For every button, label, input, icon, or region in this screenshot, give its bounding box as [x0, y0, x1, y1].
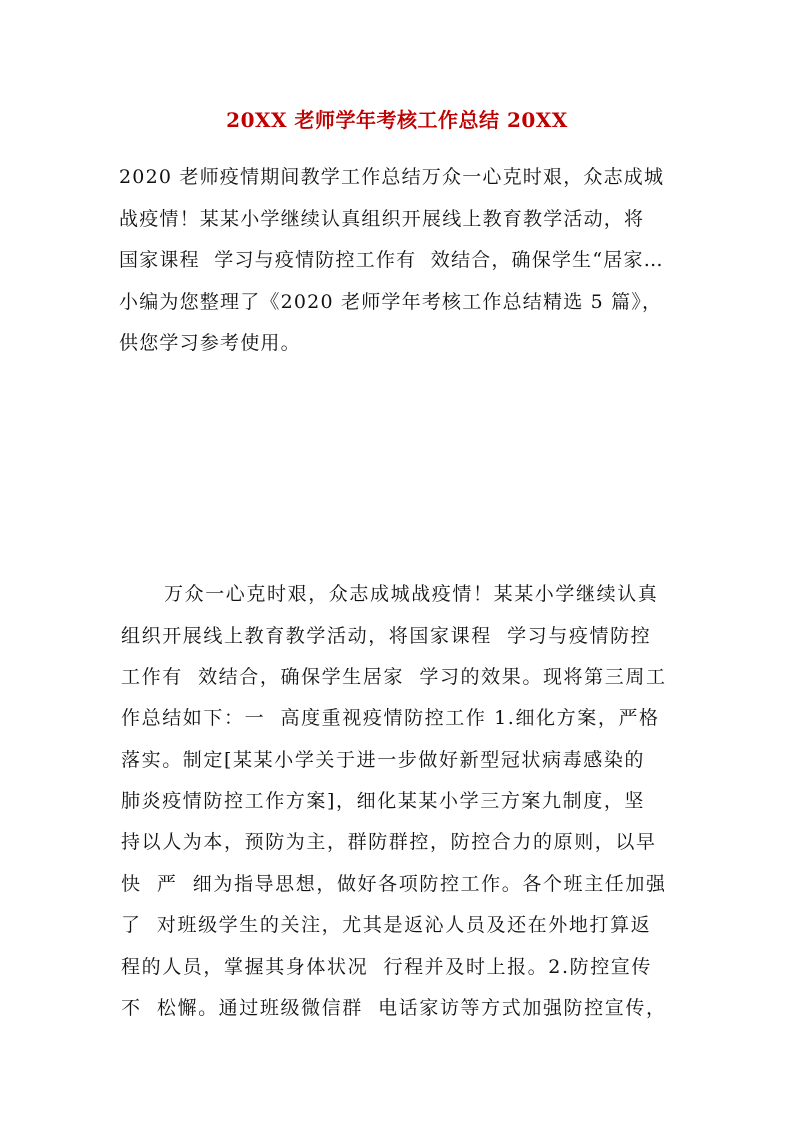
intro-line: 小编为您整理了《2020 老师学年考核工作总结精选 5 篇》，	[119, 291, 663, 313]
document-title: 20XX 老师学年考核工作总结 20XX	[226, 108, 568, 132]
intro-line: 战疫情！某某小学继续认真组织开展线上教育教学活动，将	[119, 208, 645, 230]
body-line: 组织开展线上教育教学活动，将国家课程 学习与疫情防控	[121, 625, 652, 647]
body-line: 持以人为本，预防为主，群防群控，防控合力的原则，以早	[121, 831, 657, 853]
body-line: 落实。制定[某某小学关于进一步做好新型冠状病毒感染的	[121, 749, 646, 771]
body-line: 快 严 细为指导思想，做好各项防控工作。各个班主任加强	[121, 873, 667, 895]
intro-line: 供您学习参考使用。	[119, 332, 301, 354]
body-line: 工作有 效结合，确保学生居家 学习的效果。现将第三周工	[121, 666, 667, 688]
body-line: 万众一心克时艰，众志成城战疫情！某某小学继续认真	[164, 583, 659, 605]
body-line: 了 对班级学生的关注，尤其是返沁人员及还在外地打算返	[121, 914, 652, 936]
intro-line: 国家课程 学习与疫情防控工作有 效结合，确保学生“居家…	[119, 249, 664, 271]
body-line: 不 松懈。通过班级微信群 电话家访等方式加强防控宣传，	[121, 997, 667, 1019]
body-line: 作总结如下：一 高度重视疫情防控工作 1.细化方案，严格	[121, 707, 660, 729]
body-line: 肺炎疫情防控工作方案]，细化某某小学三方案九制度，坚	[121, 790, 646, 812]
intro-line: 2020 老师疫情期间教学工作总结万众一心克时艰，众志成城	[119, 166, 665, 188]
body-line: 程的人员，掌握其身体状况 行程并及时上报。2.防控宣传	[121, 956, 653, 978]
